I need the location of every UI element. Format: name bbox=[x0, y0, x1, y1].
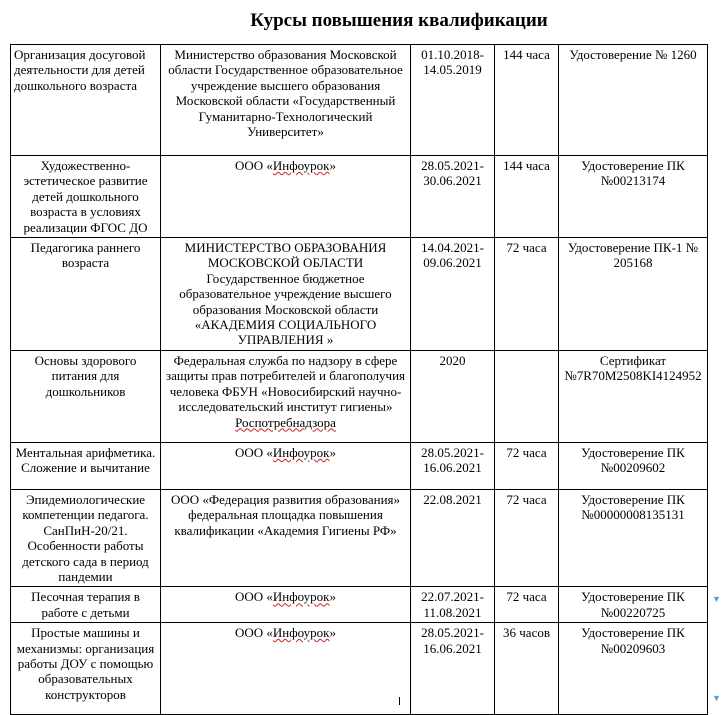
course-organization: Министерство образования Московской области Государственное образовательное учреждение высшего образования Московской области «Государственный Гуманитарно-Технологический Университет» bbox=[161, 45, 411, 156]
row-marker-icon: ▼ bbox=[712, 594, 721, 604]
course-document: Удостоверение ПК №00220725 bbox=[559, 587, 708, 623]
course-hours: 144 часа bbox=[495, 45, 559, 156]
course-dates: 28.05.2021-30.06.2021 bbox=[411, 156, 495, 238]
course-name: Организация досуговой деятельности для детей дошкольного возраста bbox=[11, 45, 161, 156]
course-name: Художественно-эстетическое развитие детей дошкольного возраста в условиях реализации ФГОС ДО bbox=[11, 156, 161, 238]
course-hours: 72 часа bbox=[495, 587, 559, 623]
course-organization: МИНИСТЕРСТВО ОБРАЗОВАНИЯ МОСКОВСКОЙ ОБЛАСТИ Государственное бюджетное образовательное учреждение высшего образования Московской области «АКАДЕМИЯ СОЦИАЛЬНОГО УПРАВЛЕНИЯ » bbox=[161, 238, 411, 351]
table-row bbox=[11, 156, 708, 238]
course-name: Простые машины и механизмы: организация работы ДОУ с помощью образовательных конструкторов bbox=[11, 623, 161, 715]
page-title: Курсы повышения квалификации bbox=[250, 10, 548, 31]
course-organization: ООО «Инфоурок» bbox=[161, 587, 411, 623]
course-organization: ООО «Инфоурок» bbox=[161, 442, 411, 489]
course-hours: 36 часов bbox=[495, 623, 559, 715]
course-dates: 14.04.2021-09.06.2021 bbox=[411, 238, 495, 351]
course-hours: 72 часа bbox=[495, 489, 559, 586]
course-dates: 22.07.2021-11.08.2021 bbox=[411, 587, 495, 623]
course-organization: ООО «Инфоурок» bbox=[161, 156, 411, 238]
course-hours: 72 часа bbox=[495, 442, 559, 489]
course-dates: 01.10.2018-14.05.2019 bbox=[411, 45, 495, 156]
course-dates: 28.05.2021-16.06.2021 bbox=[411, 623, 495, 715]
course-document: Удостоверение ПК №00213174 bbox=[559, 156, 708, 238]
table-row bbox=[11, 587, 708, 623]
course-document: Удостоверение № 1260 bbox=[559, 45, 708, 156]
course-name: Песочная терапия в работе с детьми bbox=[11, 587, 161, 623]
course-document: Удостоверение ПК №00000008135131 bbox=[559, 489, 708, 586]
text-cursor bbox=[399, 697, 400, 705]
course-dates: 22.08.2021 bbox=[411, 489, 495, 586]
row-marker-icon: ▼ bbox=[712, 693, 721, 703]
table-row bbox=[11, 489, 708, 586]
table-row bbox=[11, 45, 708, 156]
course-document: Удостоверение ПК №00209602 bbox=[559, 442, 708, 489]
course-name: Эпидемиологические компетенции педагога. СанПиН-20/21. Особенности работы детского сада в период пандемии bbox=[11, 489, 161, 586]
course-organization: ООО «Федерация развития образования» федеральная площадка повышения квалификации «Академия Гигиены РФ» bbox=[161, 489, 411, 586]
course-organization: ООО «Инфоурок» bbox=[161, 623, 411, 715]
course-dates: 2020 bbox=[411, 350, 495, 442]
table-row bbox=[11, 350, 708, 442]
course-hours: 144 часа bbox=[495, 156, 559, 238]
table-row bbox=[11, 238, 708, 351]
course-dates: 28.05.2021-16.06.2021 bbox=[411, 442, 495, 489]
table-row bbox=[11, 623, 708, 715]
course-name: Ментальная арифметика. Сложение и вычитание bbox=[11, 442, 161, 489]
course-organization: Федеральная служба по надзору в сфере защиты прав потребителей и благополучия человека ФБУН «Новосибирский научно-исследовательский институт гигиены» Роспотребнадзора bbox=[161, 350, 411, 442]
course-document: Удостоверение ПК-1 № 205168 bbox=[559, 238, 708, 351]
course-document: Удостоверение ПК №00209603 bbox=[559, 623, 708, 715]
table-row bbox=[11, 442, 708, 489]
courses-table bbox=[10, 44, 708, 715]
course-name: Педагогика раннего возраста bbox=[11, 238, 161, 351]
course-document: Сертификат №7R70M2508KI4124952 bbox=[559, 350, 708, 442]
course-name: Основы здорового питания для дошкольников bbox=[11, 350, 161, 442]
course-hours: 72 часа bbox=[495, 238, 559, 351]
course-hours bbox=[495, 350, 559, 442]
